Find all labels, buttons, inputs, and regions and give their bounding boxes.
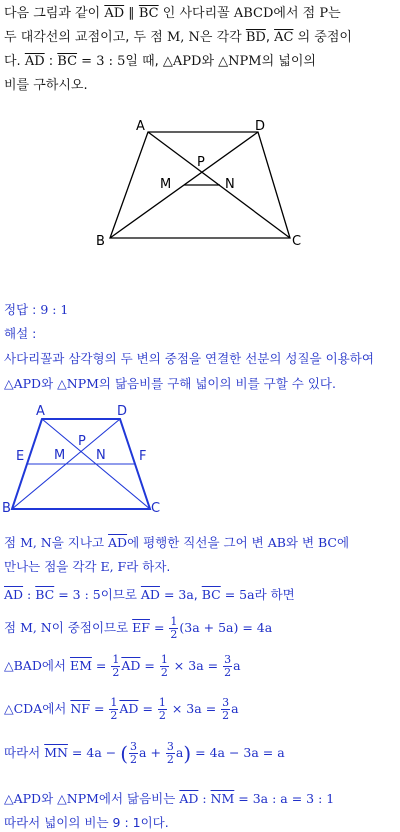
label-d-2: D xyxy=(117,404,128,419)
text: 에서 xyxy=(41,658,70,673)
triangle-apd: △APD xyxy=(4,376,42,391)
point-p: P xyxy=(319,6,329,21)
text: 라 하자. xyxy=(126,559,171,574)
text: 이므로 xyxy=(100,587,141,602)
quad-name: ABCD xyxy=(233,6,274,21)
segment-bc: $\overline{BC}$ xyxy=(35,587,55,602)
text: = xyxy=(91,658,111,673)
segment-mn: $\overline{MN}$ xyxy=(44,745,68,760)
label-c-2: C xyxy=(151,501,161,516)
text: 을 지나고 xyxy=(51,535,108,550)
step-9: 따라서 넓이의 비는 9 : 1이다. xyxy=(4,815,169,830)
text: = xyxy=(89,701,109,716)
answer-label: 정답 : xyxy=(4,302,41,317)
label-b-2: B xyxy=(2,501,11,516)
fraction-half xyxy=(111,654,120,679)
triangle-apd: △APD xyxy=(4,791,42,806)
label-a: A xyxy=(136,119,145,134)
label-p: P xyxy=(197,155,205,170)
numerator: 1 xyxy=(110,696,118,709)
text: 다. xyxy=(4,54,25,69)
text: : xyxy=(23,587,36,602)
close-paren: ) xyxy=(183,741,192,766)
fraction-half xyxy=(160,654,169,679)
label-m: M xyxy=(160,177,172,192)
text: = xyxy=(149,620,169,635)
label-b: B xyxy=(96,234,105,249)
numerator: 1 xyxy=(112,653,120,666)
fraction-three-halves xyxy=(166,741,175,766)
triangle-npm: △NPM xyxy=(218,54,262,69)
step-6 xyxy=(4,697,239,722)
text: 의 중점이 xyxy=(293,30,352,45)
label-n-2: N xyxy=(96,448,106,463)
step-8 xyxy=(4,789,334,807)
step-1 xyxy=(4,533,349,551)
text: 인 사다리꼴 xyxy=(158,6,234,21)
points-ef: E, F xyxy=(100,559,127,574)
text: 은 각각 xyxy=(199,30,246,45)
segment-nm: $\overline{NM}$ xyxy=(210,791,235,806)
segment-ef: $\overline{EF}$ xyxy=(132,620,150,635)
text: 이 중점이므로 xyxy=(51,620,133,635)
label-c: C xyxy=(292,234,302,249)
denominator: 2 xyxy=(110,709,118,722)
ratio: = 3 : 5 xyxy=(54,587,101,602)
text: = xyxy=(140,658,159,673)
expression: = 4a − xyxy=(67,745,121,760)
numerator: 1 xyxy=(158,696,166,709)
segment-bc: $\overline{BC}$ xyxy=(138,6,159,21)
denominator: 2 xyxy=(112,666,120,679)
expression: × 3a = xyxy=(167,701,221,716)
expression: a + xyxy=(139,745,165,760)
side-bc: BC xyxy=(318,535,337,550)
problem-line-4: 비를 구하시오. xyxy=(4,78,88,93)
text: 에서 닮음비는 xyxy=(98,791,180,806)
segment-ad: $\overline{AD}$ xyxy=(179,791,199,806)
fraction-half xyxy=(169,616,178,641)
text: 두 대각선의 교점이고, 두 점 xyxy=(4,30,167,45)
text: 에 xyxy=(337,535,350,550)
segment-ad: $\overline{AD}$ xyxy=(4,587,24,602)
text: 다음 그림과 같이 xyxy=(4,6,105,21)
label-d: D xyxy=(255,119,266,134)
denominator: 2 xyxy=(158,709,166,722)
expression: × 3a = xyxy=(169,658,223,673)
step-7 xyxy=(4,741,285,766)
triangle-cda: △CDA xyxy=(4,701,43,716)
solution-intro-2 xyxy=(4,374,336,392)
segment-ad: $\overline{AD}$ xyxy=(24,54,45,69)
fraction-three-halves xyxy=(223,654,232,679)
text: 의 넓이의 xyxy=(261,54,316,69)
answer-line xyxy=(4,300,68,318)
fraction-three-halves xyxy=(221,697,230,722)
label-n: N xyxy=(225,177,235,192)
text: 와 xyxy=(201,54,219,69)
segment-ad: $\overline{AD}$ xyxy=(108,535,128,550)
segment-em: $\overline{EM}$ xyxy=(69,658,92,673)
segment-bc: $\overline{BC}$ xyxy=(201,587,221,602)
denominator: 2 xyxy=(224,666,232,679)
text: 에 평행한 직선을 그어 변 xyxy=(127,535,268,550)
text: = xyxy=(138,701,157,716)
fraction-three-halves xyxy=(129,741,138,766)
parallel-sign: ∥ xyxy=(124,6,139,21)
text: 점 xyxy=(4,535,21,550)
text: 일 때, xyxy=(125,54,163,69)
text: 만나는 점을 각각 xyxy=(4,559,101,574)
denominator: 2 xyxy=(166,753,174,766)
text: 따라서 xyxy=(4,745,45,760)
text: : xyxy=(198,791,211,806)
expression: (3a + 5a) = 4a xyxy=(179,620,273,635)
fraction-half xyxy=(109,697,118,722)
triangle-bad: △BAD xyxy=(4,658,42,673)
answer-value: 9 : 1 xyxy=(40,302,69,317)
open-paren: ( xyxy=(120,741,129,766)
points-mn: M, N xyxy=(20,620,52,635)
denominator: 2 xyxy=(130,753,138,766)
text: 점 xyxy=(4,620,21,635)
text: 의 닮음비를 구해 넓이의 비를 구할 수 있다. xyxy=(98,376,336,391)
variable-a: a xyxy=(231,701,239,716)
label-m-2: M xyxy=(54,448,66,463)
text: 와 xyxy=(41,791,58,806)
numerator: 3 xyxy=(222,696,230,709)
step-2 xyxy=(4,557,170,575)
denominator: 2 xyxy=(170,628,178,641)
variable-a: a xyxy=(175,745,184,760)
text: 에서 점 xyxy=(273,6,320,21)
points-mn: M, N xyxy=(20,535,52,550)
ratio: = 3 : 5 xyxy=(77,54,126,69)
segment-ad: $\overline{AD}$ xyxy=(121,658,141,673)
text: 와 xyxy=(41,376,58,391)
solution-intro-1: 사다리꼴과 삼각형의 두 변의 중점을 연결한 선분의 성질을 이용하여 xyxy=(4,351,374,366)
text: 와 변 xyxy=(285,535,319,550)
fraction-half xyxy=(158,697,167,722)
triangle-npm: △NPM xyxy=(57,791,99,806)
numerator: 3 xyxy=(166,740,174,753)
label-a-2: A xyxy=(36,404,45,419)
variable-a: a xyxy=(233,658,241,673)
numerator: 1 xyxy=(160,653,168,666)
side-ab: AB xyxy=(267,535,286,550)
expression: = 3a : a = 3 : 1 xyxy=(234,791,335,806)
label-p-2: P xyxy=(78,434,86,449)
numerator: 3 xyxy=(224,653,232,666)
value-bc: = 5a xyxy=(220,587,255,602)
denominator: 2 xyxy=(160,666,168,679)
numerator: 1 xyxy=(170,615,178,628)
step-5 xyxy=(4,654,241,679)
solution-figure xyxy=(0,395,400,520)
segment-ad: $\overline{AD}$ xyxy=(119,701,139,716)
step-3 xyxy=(4,585,295,603)
text: 에서 xyxy=(42,701,71,716)
text: , xyxy=(193,587,202,602)
triangle-npm: △NPM xyxy=(57,376,99,391)
solution-label: 해설 : xyxy=(4,326,37,341)
text: 라 하면 xyxy=(254,587,295,602)
text: , xyxy=(265,30,275,45)
segment-ad: $\overline{AD}$ xyxy=(140,587,160,602)
value-ad: = 3a xyxy=(159,587,194,602)
text: : xyxy=(44,54,58,69)
segment-ad: $\overline{AD}$ xyxy=(104,6,125,21)
expression: = 4a − 3a = a xyxy=(191,745,285,760)
numerator: 3 xyxy=(130,740,138,753)
step-4 xyxy=(4,616,272,641)
triangle-apd: △APD xyxy=(162,54,202,69)
label-f-2: F xyxy=(139,449,147,464)
text: 는 xyxy=(328,6,341,21)
denominator: 2 xyxy=(222,709,230,722)
points-mn: M, N xyxy=(166,30,200,45)
segment-ac: $\overline{AC}$ xyxy=(274,30,294,45)
label-e-2: E xyxy=(16,449,25,464)
segment-nf: $\overline{NF}$ xyxy=(70,701,90,716)
trapezoid-figure xyxy=(0,0,400,260)
segment-bd: $\overline{BD}$ xyxy=(245,30,266,45)
segment-bc: $\overline{BC}$ xyxy=(57,54,78,69)
